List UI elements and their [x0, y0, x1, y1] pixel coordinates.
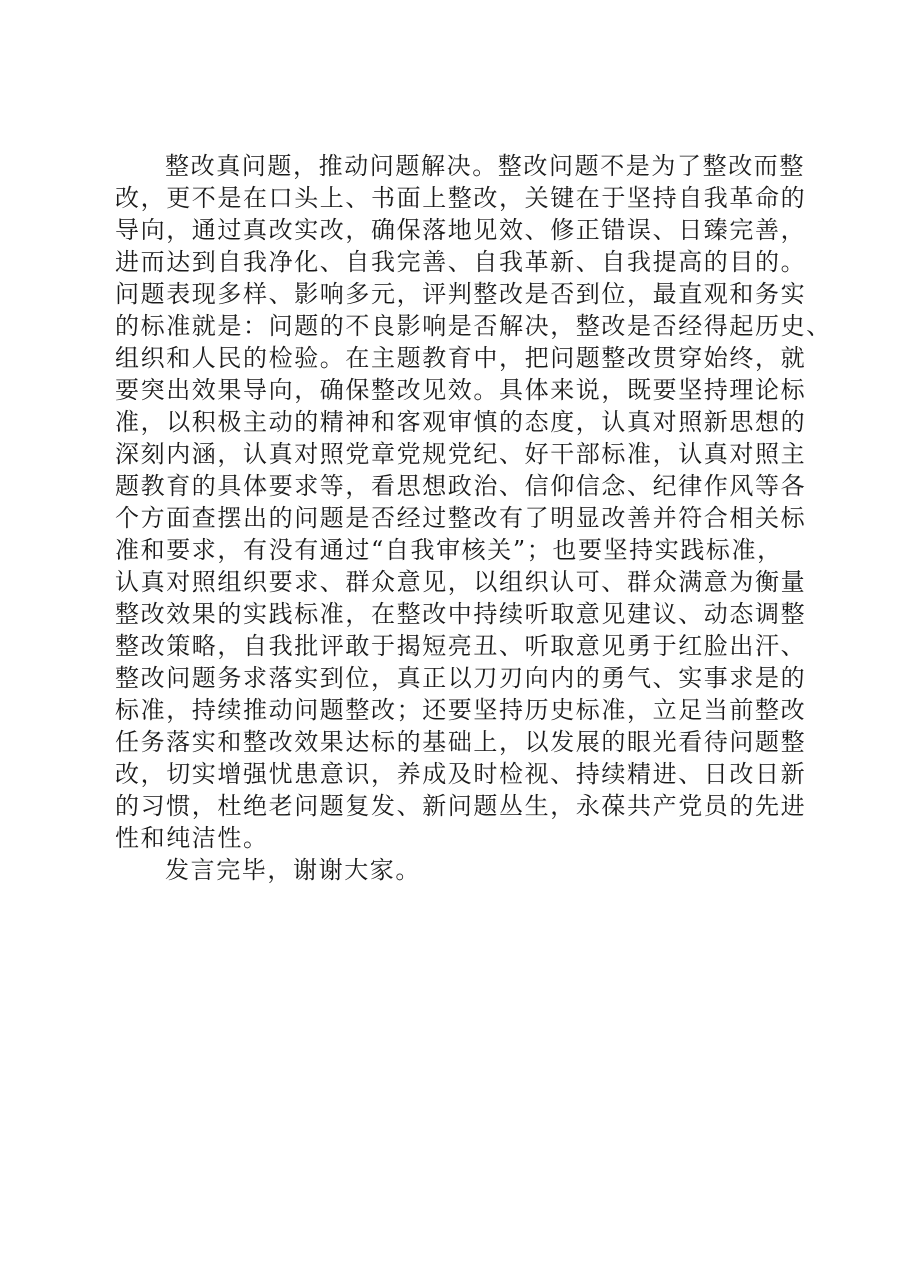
- paragraph-rectification: [115, 150, 832, 854]
- text-line: 准，以积极主动的精神和客观审慎的态度，认真对照新思想的: [115, 408, 807, 436]
- text-line: 进而达到自我净化、自我完善、自我革新、自我提高的目的。: [115, 248, 807, 276]
- text-line: 的标准就是：问题的不良影响是否解决，整改是否经得起历史、: [115, 312, 832, 340]
- text-line: 整改策略，自我批评敢于揭短亮丑、听取意见勇于红脸出汗、: [115, 632, 807, 660]
- text-line: 认真对照组织要求、群众意见，以组织认可、群众满意为衡量: [115, 568, 807, 596]
- text-line: 整改问题务求落实到位，真正以刀刃向内的勇气、实事求是的: [115, 664, 807, 692]
- text-line: 问题表现多样、影响多元，评判整改是否到位，最直观和务实: [115, 280, 807, 308]
- body-text: [115, 150, 832, 886]
- text-line: 改，更不是在口头上、书面上整改，关键在于坚持自我革命的: [115, 184, 807, 212]
- text-line: 的习惯，杜绝老问题复发、新问题丛生，永葆共产党员的先进: [115, 792, 807, 820]
- text-line: 整改效果的实践标准，在整改中持续听取意见建议、动态调整: [115, 600, 807, 628]
- text-line: 任务落实和整改效果达标的基础上，以发展的眼光看待问题整: [115, 728, 807, 756]
- text-line: 个方面查摆出的问题是否经过整改有了明显改善并符合相关标: [115, 504, 807, 532]
- text-line: 深刻内涵，认真对照党章党规党纪、好干部标准，认真对照主: [115, 440, 807, 468]
- text-line: 导向，通过真改实改，确保落地见效、修正错误、日臻完善，: [115, 216, 807, 244]
- text-line: 整改真问题，推动问题解决。整改问题不是为了整改而整: [165, 152, 805, 180]
- text-line: 组织和人民的检验。在主题教育中，把问题整改贯穿始终，就: [115, 344, 807, 372]
- closing-line: 发言完毕，谢谢大家。: [165, 856, 421, 884]
- text-line: 题教育的具体要求等，看思想政治、信仰信念、纪律作风等各: [115, 472, 807, 500]
- text-line: 标准，持续推动问题整改；还要坚持历史标准，立足当前整改: [115, 696, 807, 724]
- paragraph-closing: [115, 854, 815, 886]
- text-line: 性和纯洁性。: [115, 824, 269, 852]
- text-line: 准和要求，有没有通过“自我审核关”；也要坚持实践标准，: [115, 536, 783, 564]
- text-line: 改，切实增强忧患意识，养成及时检视、持续精进、日改日新: [115, 760, 807, 788]
- text-line: 要突出效果导向，确保整改见效。具体来说，既要坚持理论标: [115, 376, 807, 404]
